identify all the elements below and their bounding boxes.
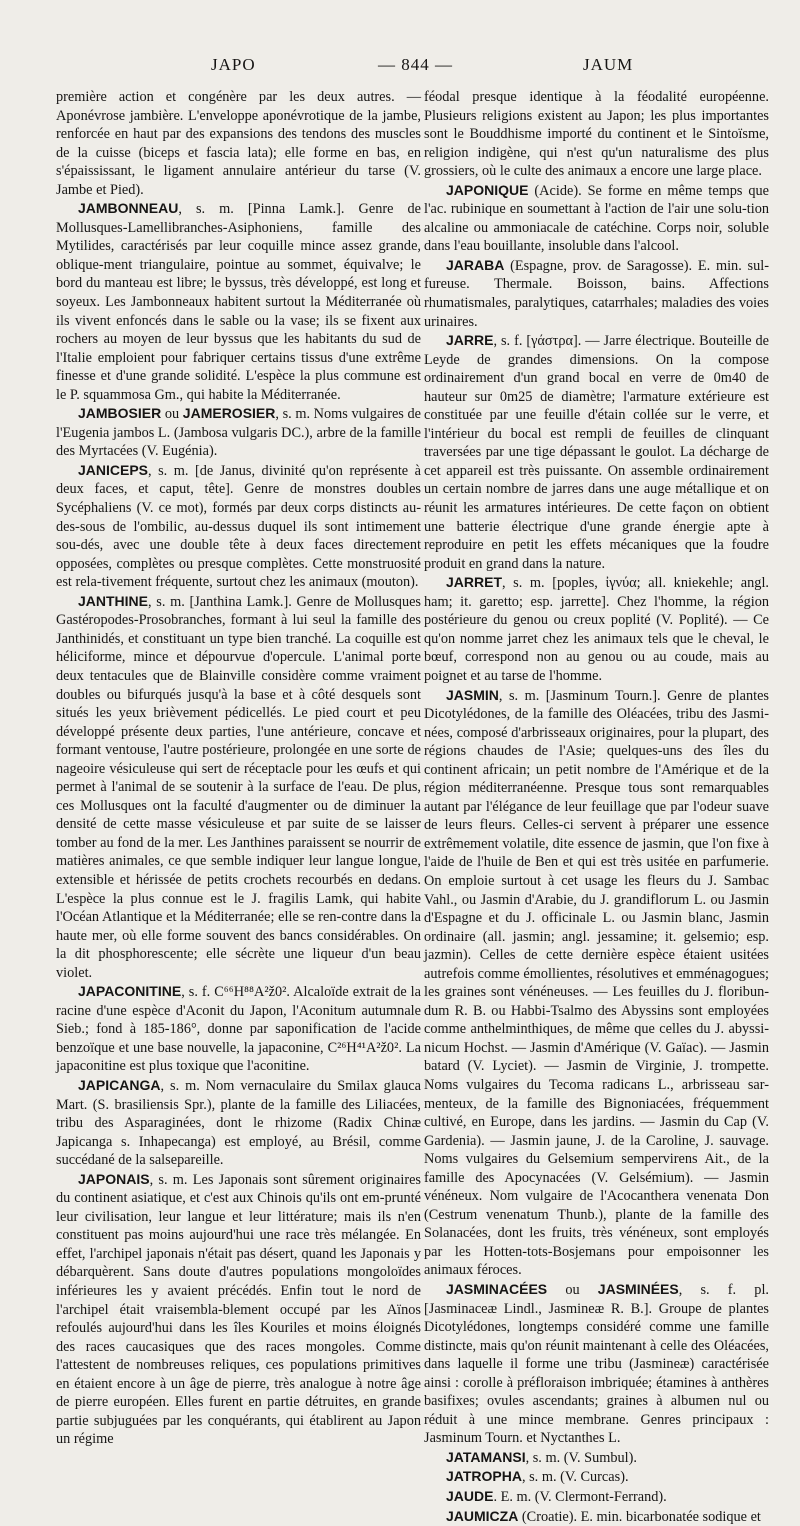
dictionary-entry bbox=[56, 1076, 421, 1170]
dictionary-entry bbox=[424, 1448, 769, 1468]
header-right-word: JAUM bbox=[583, 55, 634, 74]
entry-headword: JAPACONITINE bbox=[78, 983, 182, 1000]
entry-continuation bbox=[56, 88, 421, 199]
entry-body: , s. m. [Janthina Lamk.]. Genre de Mollusques Gastéropodes-Prosobranches, formant à lui seul la famille des Janthinidés, et constituant un type bien tranché. La coquille est héliciforme, mince et dépourvue d'opercule. L'animal porte deux tentacules que de Blainville considère comme vraiment doubles ou bifurqués jusqu'à la base et à côté desquels sont situés les yeux brièvement pédicellés. Le pied court et peu développé présente deux parties, l'une antérieure, concave et formant ventouse, l'autre postérieure, prolongée en une sorte de nageoire vésiculeuse qui sert de réceptacle pour les œufs et qui permet à l'animal de se soutenir à la surface de l'eau. De plus, ces Mollusques ont la faculté d'augmenter ou de diminuer la densité de cette masse vésiculeuse et par suite de se laisser tomber au fond de la mer. Les Janthines paraissent se nourrir de matières animales, ce que semble indiquer leur langue longue, extensible et hérissée de petits crochets recourbés en dedans. L'espèce la plus connue est le J. fragilis Lamk, qui habite l'Océan Atlantique et la Méditerranée; elle se ren-contre dans la haute mer, où elle forme souvent des bancs considérables. On la dit phosphorescente; elle sécrète une liqueur d'un beau violet. bbox=[56, 593, 421, 981]
entry-body: (Croatie). E. min. bicarbonatée sodique et bbox=[518, 1508, 761, 1525]
dictionary-entry bbox=[424, 1487, 769, 1507]
left-column bbox=[56, 88, 421, 1449]
entry-body: (Acide). Se forme en même temps que l'ac. rubinique en soumettant à l'action de l'air une solu-tion alcaline ou ammoniacale de catéchine. Corps noir, soluble dans l'eau bouillante, insoluble dans l'alcool. bbox=[424, 182, 769, 255]
entry-body: , s. m. (V. Sumbul). bbox=[525, 1449, 637, 1466]
entry-headword: JASMIN bbox=[446, 686, 499, 703]
entry-headword: JATAMANSI bbox=[446, 1448, 526, 1465]
dictionary-entry bbox=[424, 331, 769, 573]
dictionary-entry bbox=[424, 1280, 769, 1448]
entry-body: , s. f. C⁶⁶H⁸⁸A²ž0². Alcaloïde extrait de la racine d'une espèce d'Aconit du Japon, l'Aconitum autumnale Sieb.; fond à 185-186°, donne par saponification de l'acide benzoïque et une base nouvelle, la japaconine, C²⁶H⁴¹A²ž0². La japaconitine est plus toxique que l'aconitine. bbox=[56, 984, 421, 1075]
entry-body: féodal presque identique à la féodalité européenne. Plusieurs religions existent au Japon; les plus importantes sont le Bouddhisme importé du continent et le Sintoïsme, religion indigène, qui n'est qu'un naturalisme des plus grossiers, où le culte des animaux a encore une large place. bbox=[424, 89, 769, 180]
entry-headword: JAPONAIS bbox=[78, 1170, 150, 1187]
dictionary-entry bbox=[424, 686, 769, 1281]
dictionary-entry bbox=[424, 1467, 769, 1487]
dictionary-entry bbox=[424, 181, 769, 256]
entry-body: , s. m. [Pinna Lamk.]. Genre de Mollusques-Lamellibranches-Asiphoniens, famille des Mytilides, caractérisés par leur coquille mince assez grande, oblique-ment triangulaire, pointue au sommet, équivalve; le bord du manteau est libre; le byssus, très développé, est long et soyeux. Les Jambonneaux habitent surtout la Méditerranée où ils vivent enfoncés dans le sable ou la vase; ils se fixent aux rochers au moyen de leur byssus que les habitants du sud de l'Italie emploient pour fabriquer certains tissus d'une extrême finesse et d'une grande solidité. L'espèce la plus commune est le P. squammosa Gm., qui habite la Méditerranée. bbox=[56, 201, 421, 403]
dictionary-entry bbox=[424, 256, 769, 331]
dictionary-entry bbox=[56, 199, 421, 404]
entry-body: , s. f. pl. [Jasminaceæ Lindl., Jasmineæ R. B.]. Groupe de plantes Dicotylédones, longtemps considéré comme une famille distincte, mais qu'on réunit maintenant à celle des Oléacées, dans laquelle il forme une tribu (Jasmineæ) caractérisée ainsi : corolle à préfloraison imbriquée; étamines à anthères basifixes; ovules ascendants; graines à albumen nul ou réduit à une mince membrane. Genres principaux : Jasminum Tourn. et Nyctanthes L. bbox=[424, 1282, 769, 1447]
dictionary-entry bbox=[56, 1170, 421, 1449]
dictionary-entry bbox=[56, 461, 421, 592]
headword-connector: ou bbox=[161, 406, 183, 423]
dictionary-entry bbox=[424, 1507, 769, 1526]
entry-headword: JAPICANGA bbox=[78, 1076, 161, 1093]
entry-headword: JAUDE bbox=[446, 1488, 494, 1505]
entry-body: , s. m. [de Janus, divinité qu'on représente à deux faces, et caput, tête]. Genre de monstres doubles Sycéphaliens (V. ce mot), formés par deux corps distincts au-des-sous de l'ombilic, au-dessus duquel ils sont intimement sou-dés, avec une double tête à deux faces directement opposées, complètes ou presque complètes. Cette monstruosité est rela-tivement fréquente, surtout chez les animaux (mouton). bbox=[56, 462, 421, 591]
entry-headword: JAPONIQUE bbox=[446, 181, 529, 198]
entry-headword: JAMBONNEAU bbox=[78, 200, 179, 217]
entry-headword: JAMBOSIER bbox=[78, 405, 162, 422]
entry-headword-alt: JAMEROSIER bbox=[182, 405, 276, 422]
entry-body: , s. f. [γάστρα]. — Jarre électrique. Bouteille de Leyde de grandes dimensions. On la compose ordinairement d'un grand bocal en verre de 0m40 de hauteur sur 0m25 de diamètre; l'armature extérieure est constituée par une feuille d'étain collée sur le verre, et l'intérieur du bocal est rempli de feuilles de clinquant traversées par une tige dépassant le goulot. La décharge de cet appareil est très puissante. On assemble ordinairement un certain nombre de jarres dans une auge métallique et on réunit les armatures intérieures. De cette façon on obtient une batterie électrique d'une grande énergie apte à reproduire en petit les effets mécaniques que la foudre produit en grand dans la nature. bbox=[424, 333, 769, 572]
entry-headword: JASMINACÉES bbox=[446, 1281, 548, 1297]
right-column bbox=[424, 88, 769, 1526]
running-header bbox=[0, 55, 800, 79]
entry-headword-alt: JASMINÉES bbox=[597, 1281, 679, 1297]
entry-body: , s. m. [poples, ἰγνύα; all. kniekehle; angl. ham; it. garetto; esp. jarrette]. Chez l'homme, la région postérieure du genou ou creux poplité (V. Poplité). — Ce qu'on nomme jarret chez les animaux tels que le cheval, le bœuf, correspond non au genou ou au coude, mais au poignet et au tarse de l'homme. bbox=[424, 575, 769, 684]
page-number: — 844 — bbox=[378, 55, 453, 74]
entry-headword: JANTHINE bbox=[78, 592, 149, 609]
entry-headword: JARRE bbox=[446, 332, 494, 349]
entry-headword: JAUMICZA bbox=[446, 1507, 519, 1524]
entry-headword: JARABA bbox=[446, 256, 505, 273]
headword-connector: ou bbox=[547, 1282, 598, 1298]
header-left-word: JAPO bbox=[211, 55, 256, 74]
entry-body: (Espagne, prov. de Saragosse). E. min. sul-fureuse. Thermale. Boisson, bains. Affections rhumatismales, paralytiques, catarrhales; maladies des voies urinaires. bbox=[424, 257, 769, 330]
entry-body: première action et congénère par les deux autres. — Aponévrose jambière. L'enveloppe aponévrotique de la jambe, renforcée en haut par des expansions des tendons des muscles de la cuisse (biceps et fascia lata); elle forme en bas, en s'épaississant, le ligament annulaire antérieur du tarse (V. Jambe et Pied). bbox=[56, 89, 421, 198]
entry-body: , s. m. Nom vernaculaire du Smilax glauca Mart. (S. brasiliensis Spr.), plante de la famille des Liliacées, tribu des Asparaginées, dont le rhizome (Radix Chinæ Japicanga s. Inhapecanga) est employé, au Brésil, comme succédané de la salsepareille. bbox=[56, 1077, 421, 1169]
dictionary-entry bbox=[424, 573, 769, 685]
entry-body: , s. m. Les Japonais sont sûrement originaires du continent asiatique, et c'est aux Chinois qu'ils ont em-prunté leur civilisation, leur langue et leur littérature; mais ils n'en constituent pas moins aujourd'hui une race très mélangée. En effet, l'archipel japonais n'était pas désert, quand les Japonais y débarquèrent. Sans doute d'autres populations mongoloïdes inférieures les y avaient précédés. Enfin tout le nord de l'archipel était vraisembla-blement occupé par les Aïnos refoulés aujourd'hui dans les îles Kouriles et moins éloignés des races caucasiques que des races mongoles. Comme l'attestent de nombreuses reliques, ces populations primitives en étaient encore à un âge de pierre, très analogue à notre âge de pierre européen. Elles furent en partie détruites, en grande partie subjuguées par les conquérants, qui établirent au Japon un régime bbox=[56, 1171, 421, 1448]
entry-headword: JARRET bbox=[446, 574, 503, 591]
dictionary-entry bbox=[56, 404, 421, 461]
entry-body: , s. m. Noms vulgaires de l'Eugenia jambos L. (Jambosa vulgaris DC.), arbre de la famille des Myrtacées (V. Eugénia). bbox=[56, 406, 421, 460]
entry-continuation bbox=[424, 88, 769, 181]
dictionary-entry bbox=[56, 592, 421, 982]
entry-headword: JANICEPS bbox=[78, 461, 149, 478]
entry-body: . E. m. (V. Clermont-Ferrand). bbox=[493, 1489, 667, 1506]
entry-headword: JATROPHA bbox=[446, 1468, 522, 1485]
entry-body: , s. m. [Jasminum Tourn.]. Genre de plantes Dicotylédones, de la famille des Oléacées, tribu des Jasmi-nées, composé d'arbrisseaux originaires, pour la plupart, des régions chaudes de l'Asie; quelques-uns des îles du continent africain; un petit nombre de l'Amérique et de la région méditerranéenne. Presque tous sont remarquables autant par l'élégance de leur feuillage que par l'odeur suave de leurs fleurs. Celles-ci servent à préparer une essence extrêmement volatile, dite essence de jasmin, que l'on fixe à l'aide de l'huile de Ben et qui est très usitée en parfumerie. On emploie surtout à cet usage les fleurs du J. Sambac Vahl., ou Jasmin d'Arabie, du J. grandiflorum L. ou Jasmin d'Espagne et du J. officinale L. ou Jasmin blanc, Jasmin ordinaire (all. jasmin; angl. jessamine; it. gelsemio; esp. jazmin). Celles de cette dernière espèce étaient usitées autrefois comme émollientes, résolutives et emménagogues; les graines sont vénéneuses. — Les feuilles du J. floribun-dum R. B. ou Habbi-Tsalmo des Abyssins sont employées comme anthelminthiques, de même que celles du J. abyssi-nicum Hochst. — Jasmin d'Amérique (V. Gaïac). — Jasmin batard (V. Lyciet). — Jasmin de Virginie, J. trompette. Noms vulgaires du Tecoma radicans L., arbrisseau sar-menteux, de la famille des Bignoniacées, fréquemment cultivé, en Europe, dans les jardins. — Jasmin du Cap (V. Gardenia). — Jasmin jaune, J. de la Caroline, J. sauvage. Noms vulgaires du Gelsemium sempervirens Ait., de la famille des Apocynacées (V. Gelsémium). — Jasmin vénéneux. Nom vulgaire de l'Acocanthera venenata Don (Cestrum venenatum Thunb.), plante de la famille des Solanacées, dont les fruits, très vénéneux, sont employés par les Hotten-tots-Bosjemans pour empoisonner les animaux féroces. bbox=[424, 687, 769, 1279]
dictionary-entry bbox=[56, 982, 421, 1076]
entry-body: , s. m. (V. Curcas). bbox=[521, 1469, 629, 1486]
